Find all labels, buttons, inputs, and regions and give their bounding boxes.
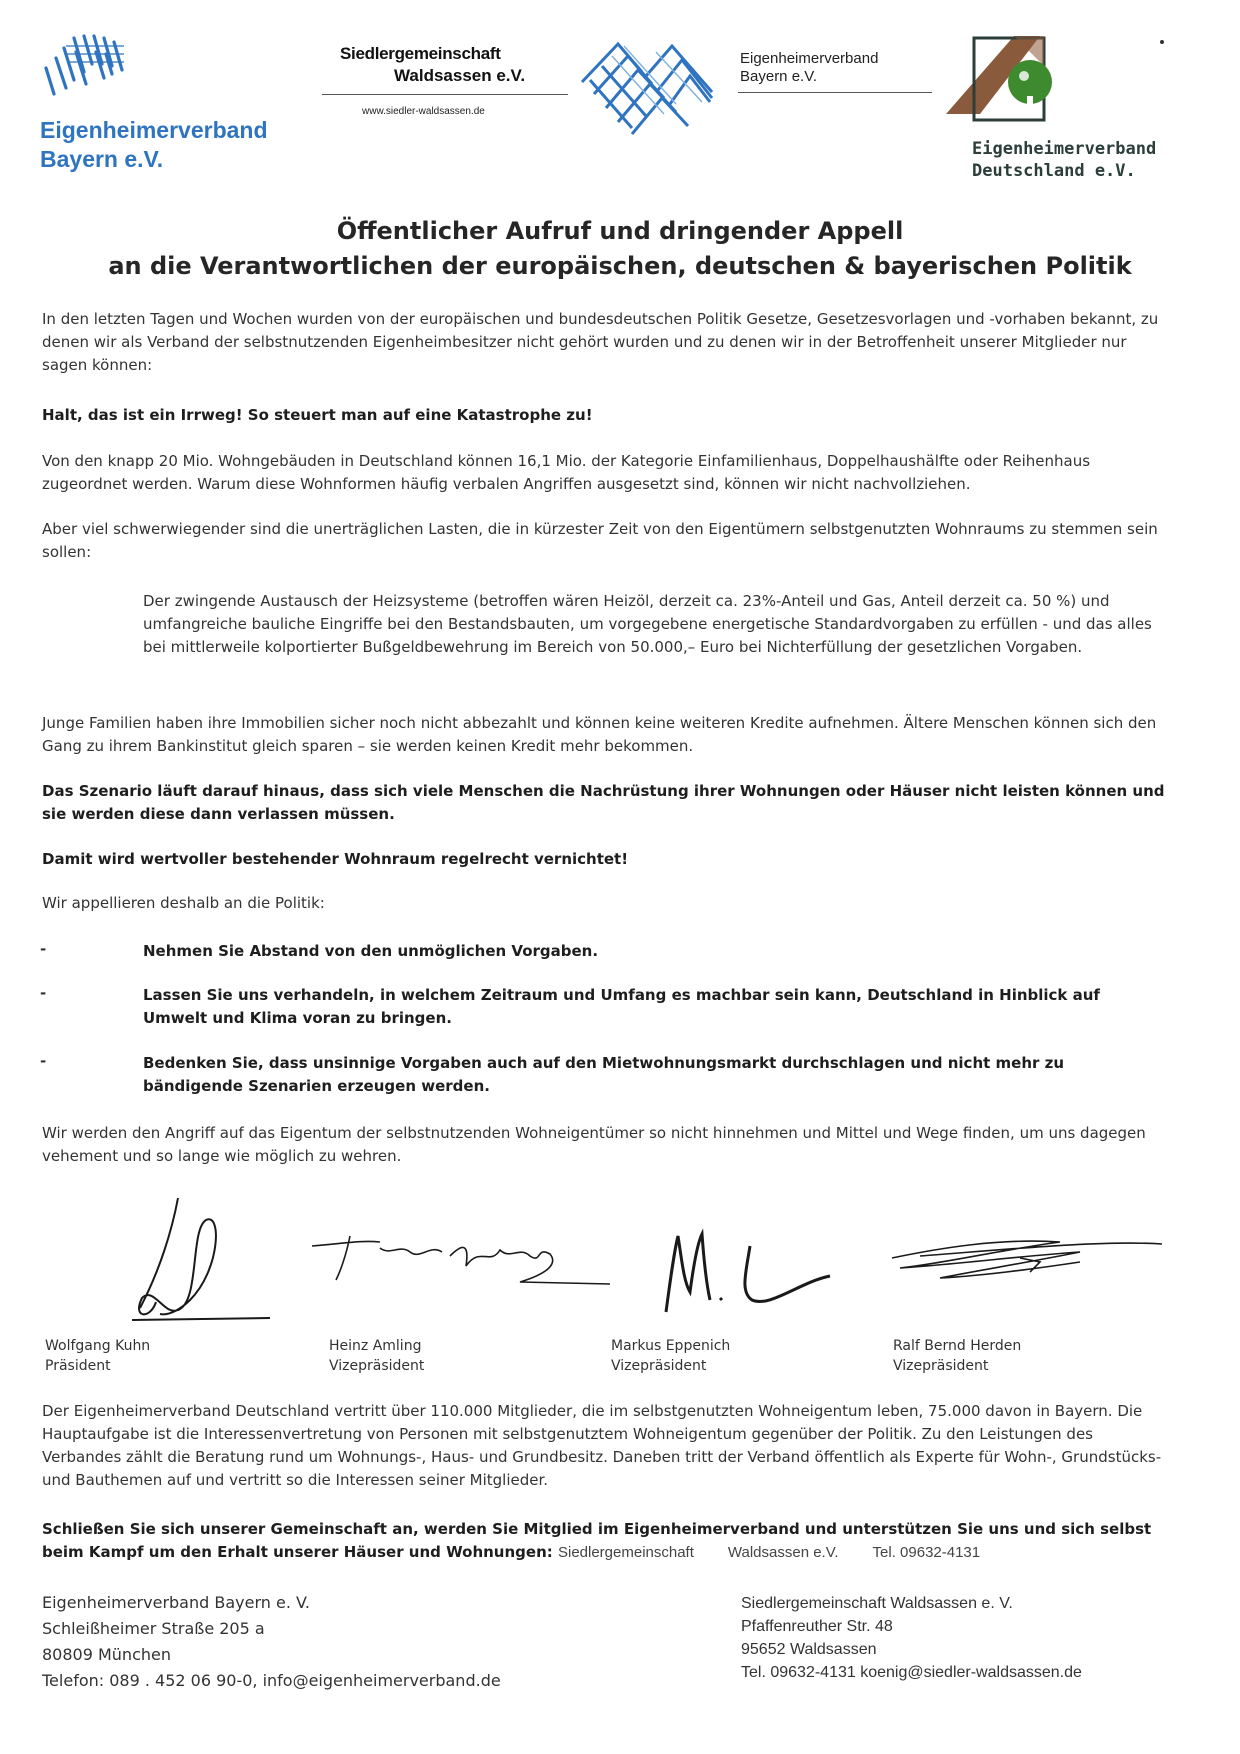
bullet-dash: - xyxy=(40,940,47,958)
bullet-item: Bedenken Sie, dass unsinnige Vorgaben auch auf den Mietwohnungsmarkt durchschlagen und nicht mehr zu bändigende Szenarien erzeugen werden. xyxy=(143,1054,1065,1095)
scan-dot xyxy=(1160,40,1164,44)
bullet-item: Nehmen Sie Abstand von den unmöglichen Vorgaben. xyxy=(143,942,599,960)
signature-amling xyxy=(310,1226,620,1306)
title-line2: an die Verantwortlichen der europäischen, deutschen & bayerischen Politik xyxy=(108,252,1132,280)
paragraph-angriff: Wir werden den Angriff auf das Eigentum der selbstnutzenden Wohneigentümer so nicht hinnehmen und Mittel und Wege finden, um uns dagegen vehement und so lange wie möglich zu wehren. xyxy=(42,1124,1146,1165)
siedler-name-line1: Siedlergemeinschaft xyxy=(340,44,501,63)
logo-right-line1: Eigenheimerverband xyxy=(972,139,1157,159)
address-right-line: Tel. 09632-4131 koenig@siedler-waldsassen.de xyxy=(741,1664,1082,1681)
paragraph-join xyxy=(42,1518,1166,1564)
paragraph-familien: Junge Familien haben ihre Immobilien sicher noch nicht abbezahlt und können keine weiteren Kredite aufnehmen. Ältere Menschen können sich den Gang zu ihrem Bankinstitut gleich sparen – sie werden keinen Kredit mehr bekommen. xyxy=(42,714,1157,755)
ehv-bayern-logo-text xyxy=(40,116,268,174)
ehv-bayern-small-text xyxy=(740,50,878,86)
join-contact-place: Waldsassen e.V. xyxy=(727,1544,839,1561)
address-left-line: Telefon: 089 . 452 06 90-0, info@eigenheimerverband.de xyxy=(42,1671,501,1690)
join-contact-phone: Tel. 09632-4131 xyxy=(872,1544,981,1561)
ehv-diamond-logo-icon xyxy=(572,36,722,146)
signatory-name: Heinz Amling xyxy=(329,1338,422,1354)
paragraph-about: Der Eigenheimerverband Deutschland vertritt über 110.000 Mitglieder, die im selbstgenutzten Wohneigentum leben, 75.000 davon in Bayern. Die Hauptaufgabe ist die Interessenvertretung von Personen mit selbstgenutztem Wohneigentum gegenüber der Politik. Zu den Leistungen des Verbandes zählt die Beratung rund um Wohnungs-, Haus- und Grundbesitz. Daneben tritt der Verband öffentlich als Experte für Wohn-, Grundstücks- und Bauthemen auf und vertritt so die Interessen seiner Mitglieder. xyxy=(42,1402,1162,1489)
signature-herden xyxy=(880,1228,1170,1298)
paragraph-wohngebaeude: Von den knapp 20 Mio. Wohngebäuden in Deutschland können 16,1 Mio. der Kategorie Einfamilienhaus, Doppelhaushälfte oder Reihenhaus zugeordnet werden. Warum diese Wohnformen häufig verbalen Angriffen ausgesetzt sind, können wir nicht nachvollziehen. xyxy=(42,452,1091,493)
signatory-role: Präsident xyxy=(45,1358,111,1374)
join-text: Schließen Sie sich unserer Gemeinschaft an, werden Sie Mitglied im Eigenheimerverband und unterstützen Sie uns und sich selbst beim Kampf um den Erhalt unserer Häuser und Wohnungen: xyxy=(42,1520,1152,1561)
bullet-dash: - xyxy=(40,984,47,1002)
address-right-line: Pfaffenreuther Str. 48 xyxy=(741,1618,893,1635)
signatory-name: Ralf Bernd Herden xyxy=(893,1338,1022,1354)
ehv-bayern-logo-icon xyxy=(40,28,130,106)
paragraph-wohnraum: Damit wird wertvoller bestehender Wohnraum regelrecht vernichtet! xyxy=(42,850,629,868)
paragraph-intro: In den letzten Tagen und Wochen wurden von der europäischen und bundesdeutschen Politik Gesetze, Gesetzesvorlagen und -vorhaben bekannt, zu denen wir als Verband der selbstnutzenden Eigenheimbesitzer nicht gehört wurden und zu denen wir in der Betroffenheit unserer Mitglieder nur sagen können: xyxy=(42,310,1159,374)
logo-mid-line2: Bayern e.V. xyxy=(740,68,817,85)
signatory-name: Markus Eppenich xyxy=(611,1338,731,1354)
siedler-divider xyxy=(322,94,568,95)
address-left-line: Eigenheimerverband Bayern e. V. xyxy=(42,1593,310,1612)
address-right-line: 95652 Waldsassen xyxy=(741,1641,877,1658)
paragraph-lasten: Aber viel schwerwiegender sind die unerträglichen Lasten, die in kürzester Zeit von den Eigentümern selbstgenutzten Wohnraums zu stemmen sein sollen: xyxy=(42,520,1158,561)
signatory-role: Vizepräsident xyxy=(611,1358,707,1374)
signature-block xyxy=(611,1336,730,1376)
signatory-name: Wolfgang Kuhn xyxy=(45,1338,151,1354)
logo-right-line2: Deutschland e.V. xyxy=(972,161,1136,181)
address-right-line: Siedlergemeinschaft Waldsassen e. V. xyxy=(741,1595,1013,1612)
ehv-deutschland-logo-icon xyxy=(944,32,1070,132)
paragraph-heizsysteme: Der zwingende Austausch der Heizsysteme (betroffen wären Heizöl, derzeit ca. 23%-Anteil und Gas, Anteil derzeit ca. 50 %) und umfangreiche bauliche Eingriffe bei den Bestandsbauten, um vorgegebene energetische Standardvorgaben zu erfüllen - und das alles bei mittlerweile kolportierter Bußgeldbewehrung im Bereich von 50.000,– Euro bei Nichterfüllung der gesetzlichen Vorgaben. xyxy=(143,592,1152,656)
ehv-deutschland-logo-text xyxy=(972,138,1156,182)
bullet-item: Lassen Sie uns verhandeln, in welchem Zeitraum und Umfang es machbar sein kann, Deutschland in Hinblick auf Umwelt und Klima voran zu bringen. xyxy=(143,986,1100,1027)
page-title xyxy=(0,214,1240,284)
signature-kuhn xyxy=(120,1190,280,1330)
signature-eppenich xyxy=(650,1222,850,1322)
signatory-role: Vizepräsident xyxy=(329,1358,425,1374)
signature-block xyxy=(329,1336,424,1376)
address-left-line: 80809 München xyxy=(42,1645,171,1664)
paragraph-halt: Halt, das ist ein Irrweg! So steuert man auf eine Katastrophe zu! xyxy=(42,406,593,424)
paragraph-appell: Wir appellieren deshalb an die Politik: xyxy=(42,894,325,912)
ehv-bayern-divider xyxy=(738,92,932,93)
logo-mid-line1: Eigenheimerverband xyxy=(740,50,879,67)
paragraph-szenario: Das Szenario läuft darauf hinaus, dass sich viele Menschen die Nachrüstung ihrer Wohnungen oder Häuser nicht leisten können und sie werden diese dann verlassen müssen. xyxy=(42,782,1165,823)
logo-left-line2: Bayern e.V. xyxy=(40,146,164,172)
title-line1: Öffentlicher Aufruf und dringender Appell xyxy=(336,217,904,245)
bullet-dash: - xyxy=(40,1052,47,1070)
signature-block xyxy=(893,1336,1021,1376)
address-right xyxy=(741,1592,1082,1684)
siedler-name-line2: Waldsassen e.V. xyxy=(394,66,526,85)
signatory-role: Vizepräsident xyxy=(893,1358,989,1374)
address-left xyxy=(42,1590,501,1694)
logo-left-line1: Eigenheimerverband xyxy=(40,117,268,143)
join-contact-org: Siedlergemeinschaft xyxy=(557,1544,694,1561)
siedler-url: www.siedler-waldsassen.de xyxy=(362,106,485,117)
address-left-line: Schleißheimer Straße 205 a xyxy=(42,1619,265,1638)
signature-block xyxy=(45,1336,150,1376)
